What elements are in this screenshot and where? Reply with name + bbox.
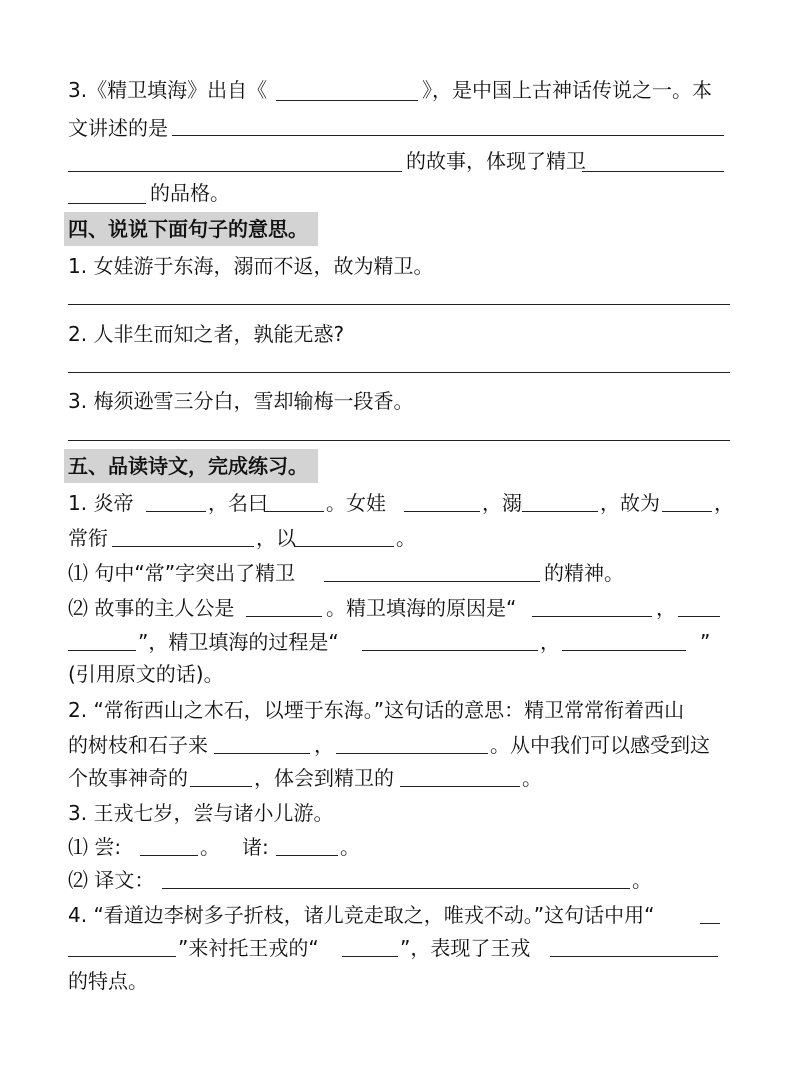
q3-line4-a: 的品格。 <box>150 181 230 205</box>
blank-q2-jingwei[interactable] <box>400 786 520 787</box>
s5-q2-l3-a: 个故事神奇的 <box>68 766 188 790</box>
s5-q2-l2-c: 。从中我们可以感受到这 <box>490 733 710 757</box>
s5-q1-s1-b: 的精神。 <box>544 561 624 585</box>
blank-chang[interactable] <box>140 855 198 856</box>
blank-zhu[interactable] <box>276 855 338 856</box>
blank-q2-meaning-2[interactable] <box>336 753 488 754</box>
s5-q2-l1: 2. “常衔西山之木石，以堙于东海。”这句话的意思：精卫常常衔着西山 <box>68 698 685 722</box>
blank-protagonist[interactable] <box>246 616 322 617</box>
section5-heading: 五、品读诗文，完成练习。 <box>64 449 318 483</box>
s5-q2-l3-b: ，体会到精卫的 <box>254 766 394 790</box>
blank-ni[interactable] <box>522 511 598 512</box>
q3-line2-a: 文讲述的是 <box>68 116 168 140</box>
blank-reason-1[interactable] <box>532 616 652 617</box>
blank-spirit[interactable] <box>324 581 540 582</box>
s5-q1-l1-e: ，故为 <box>600 491 660 515</box>
s5-q3-s1-a: ⑴ 尝: <box>68 835 122 859</box>
blank-process-2[interactable] <box>562 650 686 651</box>
blank-story-content-2[interactable] <box>68 171 402 172</box>
s4-answer-line-2[interactable] <box>68 372 730 373</box>
s4-item-3: 3. 梅须逊雪三分白，雪却输梅一段香。 <box>68 389 414 413</box>
blank-changxian[interactable] <box>112 546 254 547</box>
blank-q4-contrast-2[interactable] <box>68 956 176 957</box>
s5-q1-s2b-c: ” <box>700 630 711 654</box>
blank-process-1[interactable] <box>362 650 538 651</box>
blank-jingwei-quality-2[interactable] <box>68 203 146 204</box>
s5-q3-l1: 3. 王戎七岁，尝与诸小儿游。 <box>68 801 334 825</box>
s5-q4-l2-a: ”来衬托王戎的“ <box>178 936 319 960</box>
s5-q2-l2-b: ， <box>314 733 334 757</box>
s5-q1-l1-c: 。女娃 <box>326 491 386 515</box>
q3-line1-b: 》，是中国上古神话传说之一。本 <box>422 78 712 102</box>
s5-q3-s2-b: 。 <box>632 868 652 892</box>
blank-source-book[interactable] <box>276 100 418 101</box>
s5-q1-l2-a: 常衔 <box>68 526 108 550</box>
s5-q1-s2b-a: ”，精卫填海的过程是“ <box>138 630 339 654</box>
s5-q1-l1-f: ， <box>714 491 734 515</box>
s5-q1-s2a-a: ⑵ 故事的主人公是 <box>68 596 235 620</box>
s5-q2-l2-a: 的树枝和石子来 <box>68 733 208 757</box>
blank-q2-feel[interactable] <box>190 786 252 787</box>
q3-line3-a: 的故事，体现了精卫 <box>406 149 586 173</box>
s5-q1-s2c: (引用原文的话)。 <box>68 662 224 686</box>
blank-story-content-1[interactable] <box>172 135 724 136</box>
blank-guwei[interactable] <box>662 511 712 512</box>
s5-q1-s2a-b: 。精卫填海的原因是“ <box>326 596 517 620</box>
s5-q1-s1-a: ⑴ 句中“常”字突出了精卫 <box>68 561 296 585</box>
section4-heading: 四、说说下面句子的意思。 <box>64 212 318 246</box>
s5-q1-l1-a: 1. 炎帝 <box>68 491 134 515</box>
blank-q2-meaning-1[interactable] <box>214 753 310 754</box>
blank-yandi[interactable] <box>146 511 206 512</box>
q3-line1-a: 3.《精卫填海》出自《 <box>68 78 268 102</box>
s5-q3-s1-c: 诸: <box>242 835 269 859</box>
blank-nvwa[interactable] <box>404 511 480 512</box>
s5-q4-l1: 4. “看道边李树多子折枝，诸儿竞走取之，唯戎不动。”这句话中用“ <box>68 903 655 927</box>
s5-q3-s1-b: 。 <box>200 835 220 859</box>
s4-answer-line-1[interactable] <box>68 304 730 305</box>
blank-jingwei-quality-1[interactable] <box>582 171 724 172</box>
s5-q2-l3-c: 。 <box>522 766 542 790</box>
s5-q1-s2a-c: ， <box>656 596 676 620</box>
s5-q1-l1-b: ，名曰 <box>208 491 268 515</box>
blank-yi[interactable] <box>294 546 394 547</box>
s4-answer-line-3[interactable] <box>68 440 730 441</box>
blank-q4-contrast-1[interactable] <box>700 923 720 924</box>
s5-q4-l3: 的特点。 <box>68 969 148 993</box>
blank-reason-3[interactable] <box>68 650 136 651</box>
s5-q1-l1-d: ，溺 <box>482 491 522 515</box>
s5-q1-l2-b: ，以 <box>256 526 296 550</box>
s4-item-2: 2. 人非生而知之者，孰能无惑? <box>68 322 345 346</box>
blank-translation[interactable] <box>162 888 630 889</box>
s4-item-1: 1. 女娃游于东海，溺而不返，故为精卫。 <box>68 254 434 278</box>
s5-q3-s2-a: ⑵ 译文： <box>68 868 155 892</box>
s5-q1-l2-c: 。 <box>396 526 416 550</box>
blank-q4-trait[interactable] <box>550 956 718 957</box>
s5-q3-s1-d: 。 <box>340 835 360 859</box>
blank-mingyue[interactable] <box>264 511 324 512</box>
s5-q4-l2-b: ”，表现了王戎 <box>400 936 531 960</box>
blank-reason-2[interactable] <box>678 616 720 617</box>
blank-q4-wangrong[interactable] <box>342 956 398 957</box>
s5-q1-s2b-b: ， <box>540 630 560 654</box>
